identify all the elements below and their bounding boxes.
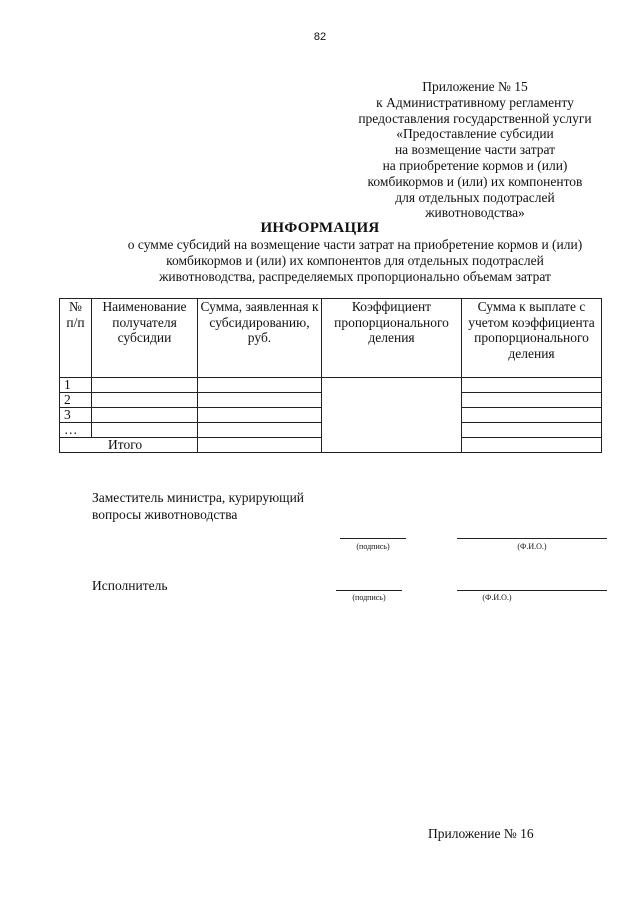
appendix-line: «Предоставление субсидии	[396, 126, 554, 142]
header-number: № п/п	[60, 299, 92, 378]
executor-name-line	[457, 590, 607, 591]
subtitle-line: животноводства, распределяемых пропорционально объемам затрат	[159, 269, 551, 284]
row-number: 2	[60, 393, 92, 408]
coefficient-cell	[322, 378, 462, 453]
deputy-signature-caption: (подпись)	[356, 542, 390, 551]
table-cell	[198, 408, 322, 423]
subtitle-line: о сумме субсидий на возмещение части затрат на приобретение кормов и (или)	[127, 237, 583, 252]
row-number: …	[60, 423, 92, 438]
subtitle-line: комбикормов и (или) их компонентов для отдельных подотраслей	[166, 253, 544, 268]
next-appendix-heading: Приложение № 16	[428, 826, 534, 841]
appendix-line: для отдельных подотраслей	[395, 189, 555, 205]
executor-name-caption: (Ф.И.О.)	[482, 593, 512, 602]
deputy-label-line: Заместитель министра, курирующий	[92, 490, 305, 505]
deputy-name-line	[457, 538, 607, 539]
document-subtitle	[80, 237, 630, 285]
appendix-line: Приложение № 15	[422, 79, 528, 94]
table-cell	[92, 393, 198, 408]
executor-signature-line	[336, 590, 402, 591]
table-header-row	[60, 299, 602, 378]
header-recipient: Наименование получателя субсидии	[92, 299, 198, 378]
table-cell	[198, 393, 322, 408]
deputy-name-caption: (Ф.И.О.)	[517, 542, 547, 551]
table-cell	[462, 438, 602, 453]
row-number: 1	[60, 378, 92, 393]
table-cell	[198, 423, 322, 438]
header-claimed-sum: Сумма, заявленная к субсидированию, руб.	[198, 299, 322, 378]
table-cell	[92, 408, 198, 423]
row-number: 3	[60, 408, 92, 423]
appendix-line: животноводства»	[425, 205, 525, 221]
appendix-line: комбикормов и (или) их компонентов	[367, 173, 583, 189]
table-cell	[462, 378, 602, 393]
deputy-label-line: вопросы животноводства	[92, 507, 238, 522]
table-cell	[462, 393, 602, 408]
appendix-line: предоставления государственной услуги	[358, 110, 592, 126]
subsidy-info-table	[59, 298, 602, 453]
executor-label: Исполнитель	[92, 578, 168, 593]
table-cell	[92, 378, 198, 393]
document-title: ИНФОРМАЦИЯ	[260, 220, 380, 236]
deputy-signature-line	[340, 538, 406, 539]
deputy-minister-label	[92, 489, 304, 523]
appendix-line: к Административному регламенту	[376, 94, 574, 110]
table-cell	[198, 378, 322, 393]
table-cell	[198, 438, 322, 453]
appendix-line: на возмещение части затрат	[394, 142, 556, 158]
executor-signature-caption: (подпись)	[352, 593, 386, 602]
table-row	[60, 378, 602, 393]
appendix-header	[330, 79, 620, 221]
page-number: 82	[313, 31, 327, 43]
table-cell	[462, 408, 602, 423]
table-cell	[462, 423, 602, 438]
total-label: Итого	[60, 438, 198, 453]
header-coefficient: Коэффициент пропорционального деления	[322, 299, 462, 378]
table-cell	[92, 423, 198, 438]
header-payout-sum: Сумма к выплате с учетом коэффициента пропорционального деления	[462, 299, 602, 378]
appendix-line: на приобретение кормов и (или)	[382, 157, 568, 173]
